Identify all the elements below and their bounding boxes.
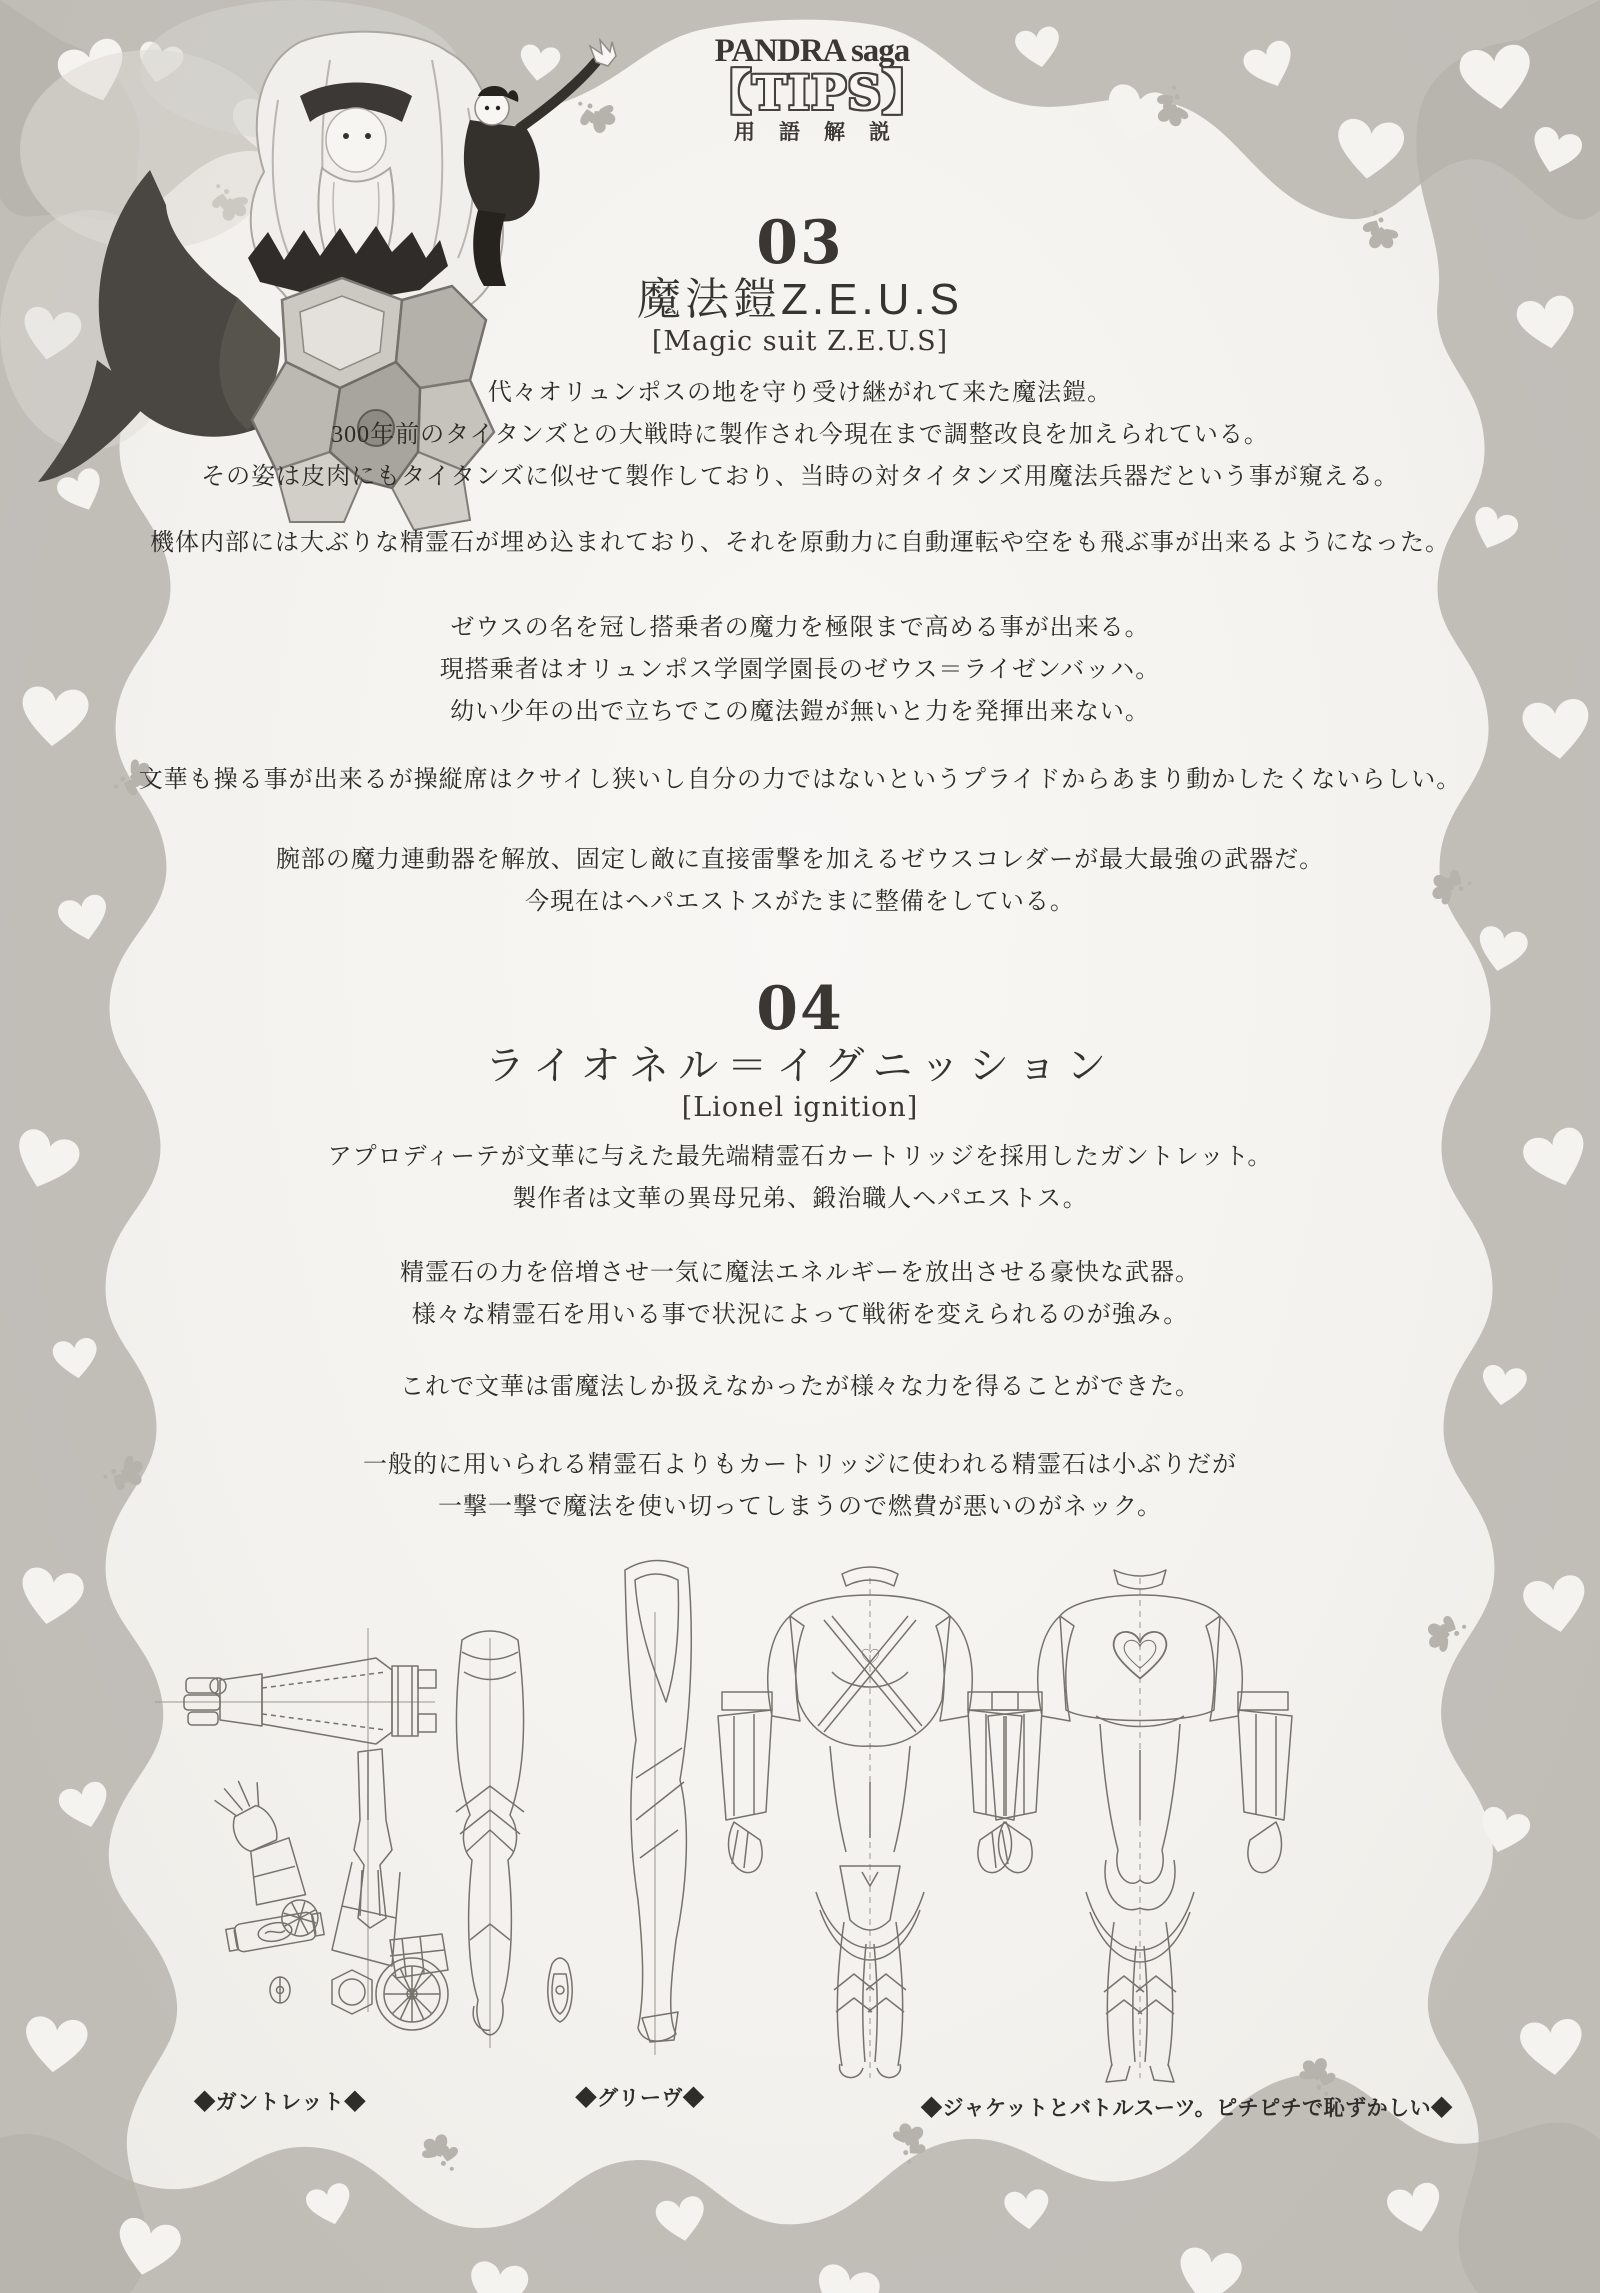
paragraph bbox=[0, 372, 1600, 498]
text-line: 文華も操る事が出来るが操縦席はクサイし狭いし自分の力ではないというプライドからあまり動かしたくないらしい。 bbox=[138, 767, 1462, 793]
greave-side-sketch bbox=[625, 1560, 691, 2042]
text-line: ゼウスの名を冠し搭乗者の魔力を極限まで高める事が出来る。 bbox=[450, 615, 1150, 641]
page-header bbox=[704, 33, 931, 146]
section-number: 04 bbox=[756, 974, 844, 1044]
text-line: 様々な精霊石を用いる事で状況によって戦術を変えられるのが強み。 bbox=[411, 1302, 1189, 1328]
text-line: 300年前のタイタンズとの大戦時に製作され今現在まで調整改良を加えられている。 bbox=[331, 422, 1269, 448]
caption-greave: ◆グリーヴ◆ bbox=[575, 2087, 705, 2110]
section-title: ライオネル＝イグニッション bbox=[484, 1044, 1116, 1088]
text-line: 腕部の魔力連動器を解放、固定し敵に直接雷撃を加えるゼウスコレダーが最大最強の武器だ。 bbox=[275, 847, 1325, 873]
paragraph bbox=[0, 607, 1600, 733]
text-line: 機体内部には大ぶりな精霊石が埋め込まれており、それを原動力に自動運転や空をも飛ぶ事が出来るようになった。 bbox=[150, 530, 1450, 556]
paragraph bbox=[0, 1252, 1600, 1336]
tips-logo: 【TIPS】 bbox=[704, 66, 931, 121]
sole-sketch bbox=[548, 1958, 572, 2022]
section-03-header bbox=[0, 208, 1600, 358]
wheel-sketch bbox=[332, 1958, 448, 2030]
glossary-subtitle: 用語解説 bbox=[734, 121, 914, 144]
paragraph bbox=[0, 522, 1600, 564]
concept-art-sketches bbox=[90, 1520, 1510, 2095]
paragraph bbox=[0, 839, 1600, 923]
cartridge-sketch bbox=[225, 1910, 324, 1954]
small-part-sketch bbox=[270, 1977, 290, 2003]
gauntlet-sketch bbox=[184, 1658, 436, 1744]
caption-gauntlet: ◆ガントレット◆ bbox=[194, 2091, 366, 2114]
text-line: 代々オリュンポスの地を守り受け継がれて来た魔法鎧。 bbox=[487, 380, 1113, 406]
text-line: 製作者は文華の異母兄弟、鍛治職人ヘパエストス。 bbox=[512, 1186, 1088, 1212]
section-number: 03 bbox=[756, 208, 844, 278]
text-line: これで文華は雷魔法しか扱えなかったが様々な力を得ることができた。 bbox=[400, 1374, 1200, 1400]
text-line: 今現在はヘパエストスがたまに整備をしている。 bbox=[525, 889, 1075, 915]
paragraph bbox=[0, 1136, 1600, 1220]
section-title: 魔法鎧Z.E.U.S bbox=[636, 275, 964, 324]
text-line: 現搭乗者はオリュンポス学園学園長のゼウス＝ライゼンバッハ。 bbox=[439, 657, 1161, 683]
forearm-sketch bbox=[332, 1749, 448, 1978]
text-line: 幼い少年の出で立ちでこの魔法鎧が無いと力を発揮出来ない。 bbox=[450, 699, 1150, 725]
text-line: 一撃一撃で魔法を使い切ってしまうので燃費が悪いのがネック。 bbox=[437, 1494, 1163, 1520]
paragraph bbox=[0, 1366, 1600, 1408]
section-04-header bbox=[0, 974, 1600, 1124]
section-subtitle: [Lionel ignition] bbox=[681, 1092, 919, 1123]
text-line: その姿は皮肉にもタイタンズに似せて製作しており、当時の対タイタンズ用魔法兵器だという事が窺える。 bbox=[201, 464, 1399, 490]
paragraph bbox=[0, 759, 1600, 801]
caption-jacket-battlesuit: ◆ジャケットとバトルスーツ。ピチピチで恥ずかしい◆ bbox=[921, 2097, 1453, 2120]
text-line: 精霊石の力を倍増させ一気に魔法エネルギーを放出させる豪快な武器。 bbox=[400, 1260, 1200, 1286]
series-title: PANDRA saga bbox=[714, 33, 910, 69]
section-subtitle: [Magic suit Z.E.U.S] bbox=[651, 326, 949, 357]
text-line: 一般的に用いられる精霊石よりもカートリッジに使われる精霊石は小ぶりだが bbox=[362, 1452, 1238, 1478]
text-line: アプロディーテが文華に与えた最先端精霊石カートリッジを採用したガントレット。 bbox=[327, 1144, 1273, 1170]
paragraph bbox=[0, 1444, 1600, 1528]
